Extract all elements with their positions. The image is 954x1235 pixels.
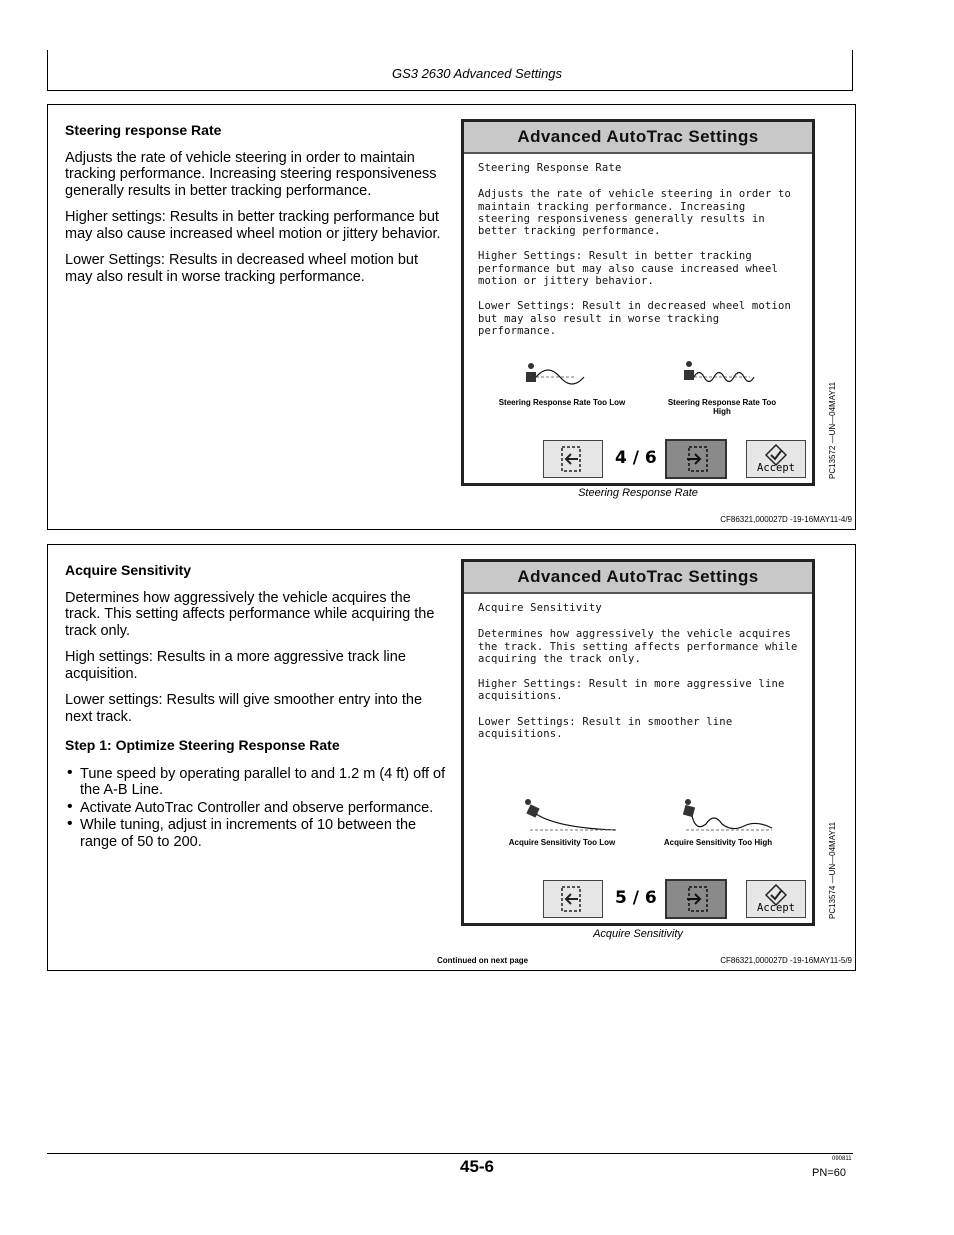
next-page-button[interactable]	[665, 879, 727, 919]
figure-caption: Acquire Sensitivity	[593, 928, 683, 940]
step-heading: Step 1: Optimize Steering Response Rate	[65, 737, 340, 753]
section-acquire-sensitivity	[47, 544, 856, 971]
figure-caption: Steering Response Rate	[578, 487, 698, 499]
page-header-title: GS3 2630 Advanced Settings	[391, 66, 563, 81]
page-indicator: 4 / 6	[615, 448, 657, 468]
paragraph: Lower Settings: Results in decreased wheel motion but may also result in worse tracking performance.	[65, 252, 419, 285]
figure-label-high: Steering Response Rate Too High	[667, 398, 777, 416]
figure-label-low: Steering Response Rate Too Low	[498, 398, 626, 407]
screen-paragraph: Lower Settings: Result in decreased wheel motion but may also result in worse tracking performance.	[478, 300, 792, 337]
accept-button[interactable]	[746, 440, 806, 478]
previous-icon	[558, 444, 588, 474]
steering-high-illustration	[674, 358, 764, 396]
accept-button[interactable]	[746, 880, 806, 918]
accept-label: Accept	[757, 462, 795, 474]
header-rule-bottom	[47, 90, 853, 91]
screen-paragraph: Lower Settings: Result in smoother line acquisitions.	[478, 715, 733, 741]
screen-body	[464, 602, 812, 740]
screen-paragraph: Higher Settings: Result in better tracking performance but may also cause increased wheel motion or jittery behavior.	[478, 250, 778, 288]
screen-subtitle: Steering Response Rate	[478, 162, 622, 174]
display-screen	[464, 122, 812, 483]
section-text	[65, 122, 447, 295]
next-page-button[interactable]	[665, 439, 727, 479]
screenshot-figure	[461, 119, 815, 486]
screen-body	[464, 162, 812, 337]
list-item: • Tune speed by operating parallel to and 1.2 m (4 ft) off of the A-B Line.	[65, 766, 447, 799]
paragraph: Determines how aggressively the vehicle acquires the track. This setting affects performance while acquiring the track only.	[65, 589, 435, 639]
continued-note: Continued on next page	[437, 956, 529, 965]
paragraph: High settings: Results in a more aggressive track line acquisition.	[65, 649, 406, 682]
accept-label: Accept	[757, 902, 795, 914]
image-tag: PC13572 —UN—04MAY11	[828, 381, 837, 479]
date-code: 090811	[832, 1156, 852, 1162]
paragraph: Adjusts the rate of vehicle steering in order to maintain tracking performance. Increasing steering responsiveness generally results in better tracking performance.	[65, 149, 437, 199]
next-icon	[681, 444, 711, 474]
acquire-high-illustration	[674, 798, 774, 836]
steering-low-illustration	[516, 358, 606, 396]
section-text	[65, 562, 447, 851]
screen-paragraph: Adjusts the rate of vehicle steering in order to maintain tracking performance. Increasing steering responsiveness generally results in better tracking performance.	[478, 188, 792, 238]
previous-icon	[558, 884, 588, 914]
screen-paragraph: Higher Settings: Result in more aggressive line acquisitions.	[478, 678, 785, 703]
screen-subtitle: Acquire Sensitivity	[478, 602, 602, 614]
figure-label-low: Acquire Sensitivity Too Low	[508, 838, 616, 847]
previous-page-button[interactable]	[543, 440, 603, 478]
figure-label-high: Acquire Sensitivity Too High	[663, 838, 773, 847]
reference-code: CF86321,000027D -19-16MAY11-5/9	[720, 956, 852, 965]
section-heading: Steering response Rate	[65, 122, 222, 138]
screen-title: Advanced AutoTrac Settings	[464, 562, 812, 594]
bullet-list	[65, 766, 447, 851]
list-item: • While tuning, adjust in increments of 10 between the range of 50 to 200.	[65, 817, 447, 850]
screen-paragraph: Determines how aggressively the vehicle acquires the track. This setting affects performance while acquiring the track only.	[478, 628, 798, 665]
screenshot-figure	[461, 559, 815, 926]
acquire-low-illustration	[518, 798, 618, 836]
footer-rule	[47, 1153, 853, 1154]
display-screen	[464, 562, 812, 923]
page-number: 45-6	[459, 1157, 495, 1176]
image-tag: PC13574 —UN—04MAY11	[828, 821, 837, 919]
next-icon	[681, 884, 711, 914]
page-indicator: 5 / 6	[615, 888, 657, 908]
previous-page-button[interactable]	[543, 880, 603, 918]
paragraph: Lower settings: Results will give smoother entry into the next track.	[65, 692, 423, 725]
section-steering-response-rate	[47, 104, 856, 530]
section-heading: Acquire Sensitivity	[65, 562, 192, 578]
reference-code: CF86321,000027D -19-16MAY11-4/9	[720, 515, 852, 524]
list-item: • Activate AutoTrac Controller and observe performance.	[65, 800, 447, 817]
pn-label: PN=60	[812, 1167, 846, 1179]
screen-title: Advanced AutoTrac Settings	[464, 122, 812, 154]
paragraph: Higher settings: Results in better tracking performance but may also cause increased wheel motion or jittery behavior.	[65, 209, 441, 242]
